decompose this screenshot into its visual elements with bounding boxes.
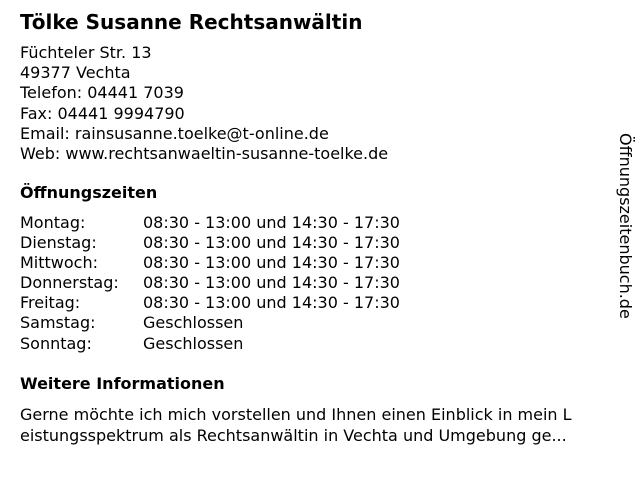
description-text [20,404,620,446]
website: Web: www.rechtsanwaeltin-susanne-toelke.de [20,143,389,163]
street-address: Füchteler Str. 13 [20,43,152,62]
hours-value: 08:30 - 13:00 und 14:30 - 17:30 [143,273,400,293]
day-label: Montag: [20,213,86,232]
hours-row [20,293,480,313]
site-brand-vertical: Öffnungszeitenbuch.de [616,133,635,319]
hours-row [20,313,480,333]
hours-row [20,213,480,233]
day-label: Freitag: [20,293,81,313]
day-label: Donnerstag: [20,273,119,293]
phone-number: Telefon: 04441 7039 [20,83,184,103]
business-name: Tölke Susanne Rechtsanwältin [20,10,363,34]
day-label: Sonntag: [20,333,92,353]
further-info-heading: Weitere Informationen [20,374,225,393]
day-label: Samstag: [20,313,96,333]
day-label: Dienstag: [20,233,97,253]
hours-value: 08:30 - 13:00 und 14:30 - 17:30 [143,213,400,232]
hours-value: 08:30 - 13:00 und 14:30 - 17:30 [143,233,400,253]
hours-value: 08:30 - 13:00 und 14:30 - 17:30 [143,253,400,273]
opening-hours-heading: Öffnungszeiten [20,183,158,202]
contact-block [20,43,388,164]
hours-value: 08:30 - 13:00 und 14:30 - 17:30 [143,293,400,313]
opening-hours-table [20,213,480,354]
hours-row [20,334,480,354]
description-line: eistungsspektrum als Rechtsanwältin in Vechta und Umgebung ge... [20,426,567,445]
city-postal: 49377 Vechta [20,63,131,83]
day-label: Mittwoch: [20,253,98,273]
description-line: Gerne möchte ich mich vorstellen und Ihnen einen Einblick in mein L [20,405,572,424]
email-address: Email: rainsusanne.toelke@t-online.de [20,123,329,143]
hours-row [20,273,480,293]
hours-value: Geschlossen [143,333,244,353]
hours-row [20,233,480,253]
hours-row [20,253,480,273]
fax-number: Fax: 04441 9994790 [20,103,185,123]
hours-value: Geschlossen [143,313,244,333]
